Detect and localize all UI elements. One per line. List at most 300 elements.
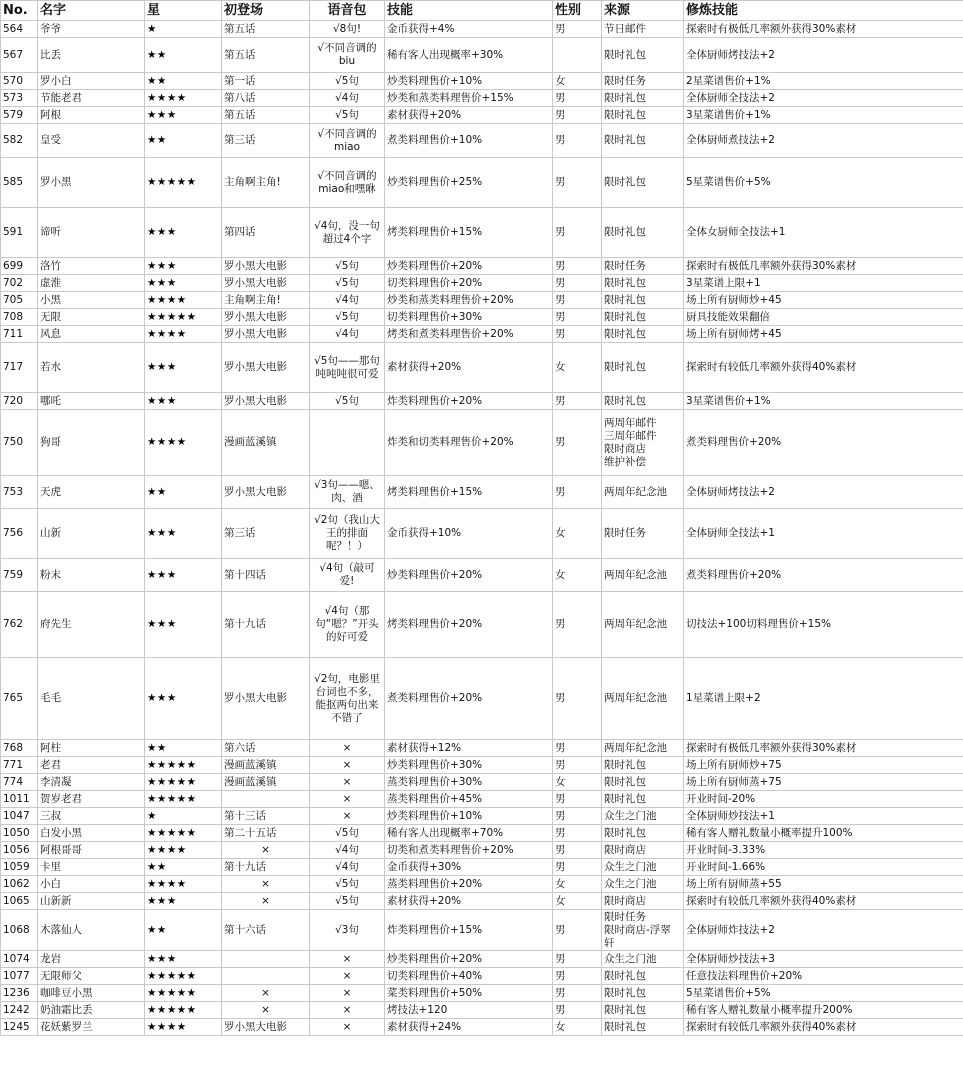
cell-skill: 切类料理售价+30% <box>385 309 553 326</box>
cell-debut: 漫画蓝溪镇 <box>222 774 310 791</box>
cell-train: 场上所有厨师烤+45 <box>684 326 963 343</box>
cell-gender: 男 <box>553 791 602 808</box>
cell-no: 774 <box>1 774 38 791</box>
cell-voice: √5句——那句吨吨吨很可爱 <box>310 343 385 393</box>
cell-name: 三叔 <box>38 808 145 825</box>
cell-source: 限时礼包 <box>602 343 684 393</box>
cell-stars: ★ <box>145 808 222 825</box>
cell-name: 谛听 <box>38 208 145 258</box>
table-row <box>1 73 963 90</box>
cell-debut: 第十九话 <box>222 859 310 876</box>
cell-name: 贺岁老君 <box>38 791 145 808</box>
cell-no: 1065 <box>1 893 38 910</box>
cell-source: 限时任务 <box>602 73 684 90</box>
cell-voice: √5句 <box>310 876 385 893</box>
cell-train: 场上所有厨师炒+75 <box>684 757 963 774</box>
cell-source: 限时礼包 <box>602 968 684 985</box>
cell-train: 全体厨师全技法+1 <box>684 509 963 559</box>
cell-no: 750 <box>1 410 38 476</box>
cell-name: 阿根哥哥 <box>38 842 145 859</box>
cell-voice: √4句 <box>310 842 385 859</box>
cell-name: 若水 <box>38 343 145 393</box>
cell-skill: 素材获得+20% <box>385 893 553 910</box>
cell-gender: 女 <box>553 1019 602 1036</box>
cell-voice: √3句——嗯、肉、酒 <box>310 476 385 509</box>
cell-gender: 男 <box>553 275 602 292</box>
cell-gender: 男 <box>553 910 602 951</box>
table-row <box>1 842 963 859</box>
cell-voice: × <box>310 774 385 791</box>
cell-debut: 漫画蓝溪镇 <box>222 410 310 476</box>
table-row <box>1 393 963 410</box>
cell-gender: 男 <box>553 825 602 842</box>
cell-no: 1236 <box>1 985 38 1002</box>
cell-skill: 炒类和蒸类料理售价+20% <box>385 292 553 309</box>
cell-voice: × <box>310 985 385 1002</box>
cell-gender: 男 <box>553 326 602 343</box>
cell-train: 5星菜谱售价+5% <box>684 985 963 1002</box>
cell-source: 限时礼包 <box>602 985 684 1002</box>
cell-source: 限时礼包 <box>602 393 684 410</box>
cell-source: 限时礼包 <box>602 38 684 73</box>
cell-source: 限时礼包 <box>602 757 684 774</box>
cell-source: 限时礼包 <box>602 825 684 842</box>
header-source: 来源 <box>602 1 684 21</box>
cell-name: 天虎 <box>38 476 145 509</box>
cell-stars: ★★★★★ <box>145 968 222 985</box>
cell-train: 全体厨师全技法+2 <box>684 90 963 107</box>
table-row <box>1 791 963 808</box>
table-row <box>1 476 963 509</box>
cell-skill: 切类料理售价+20% <box>385 275 553 292</box>
cell-voice: √5句 <box>310 825 385 842</box>
cell-name: 粉末 <box>38 559 145 592</box>
cell-stars: ★★★★★ <box>145 985 222 1002</box>
cell-name: 白发小黑 <box>38 825 145 842</box>
cell-name: 比丢 <box>38 38 145 73</box>
cell-debut: 第五话 <box>222 38 310 73</box>
cell-gender: 男 <box>553 985 602 1002</box>
cell-voice: × <box>310 1019 385 1036</box>
cell-train: 稀有客人赠礼数量小概率提升200% <box>684 1002 963 1019</box>
cell-skill: 炸类和切类料理售价+20% <box>385 410 553 476</box>
cell-skill: 炒类料理售价+25% <box>385 158 553 208</box>
cell-debut: × <box>222 893 310 910</box>
cell-skill: 稀有客人出现概率+30% <box>385 38 553 73</box>
cell-gender: 男 <box>553 476 602 509</box>
cell-skill: 煮类料理售价+20% <box>385 658 553 740</box>
cell-debut: 主角啊主角! <box>222 292 310 309</box>
cell-stars: ★★★ <box>145 893 222 910</box>
cell-stars: ★★ <box>145 38 222 73</box>
table-row <box>1 859 963 876</box>
cell-no: 768 <box>1 740 38 757</box>
cell-debut: 第八话 <box>222 90 310 107</box>
cell-debut: 第三话 <box>222 124 310 158</box>
table-row <box>1 876 963 893</box>
cell-train: 探索时有极低几率额外获得30%素材 <box>684 740 963 757</box>
cell-skill: 烤技法+120 <box>385 1002 553 1019</box>
cell-skill: 炒类料理售价+10% <box>385 73 553 90</box>
cell-gender: 女 <box>553 774 602 791</box>
cell-debut: 罗小黑大电影 <box>222 393 310 410</box>
cell-name: 小黑 <box>38 292 145 309</box>
cell-no: 1068 <box>1 910 38 951</box>
cell-name: 咖啡豆小黑 <box>38 985 145 1002</box>
cell-voice: √5句 <box>310 893 385 910</box>
cell-gender: 男 <box>553 658 602 740</box>
cell-name: 山新 <box>38 509 145 559</box>
cell-stars: ★★ <box>145 476 222 509</box>
cell-train: 5星菜谱售价+5% <box>684 158 963 208</box>
cell-gender: 男 <box>553 951 602 968</box>
cell-train: 煮类料理售价+20% <box>684 559 963 592</box>
cell-name: 罗小黑 <box>38 158 145 208</box>
cell-debut: 罗小黑大电影 <box>222 476 310 509</box>
cell-skill: 煮类料理售价+10% <box>385 124 553 158</box>
cell-no: 591 <box>1 208 38 258</box>
cell-name: 老君 <box>38 757 145 774</box>
table-row <box>1 951 963 968</box>
cell-skill: 炒类料理售价+20% <box>385 559 553 592</box>
cell-stars: ★★ <box>145 740 222 757</box>
cell-gender: 男 <box>553 968 602 985</box>
cell-voice: √2句（我山大王的排面呢？！） <box>310 509 385 559</box>
table-row <box>1 592 963 658</box>
cell-no: 756 <box>1 509 38 559</box>
cell-name: 毛毛 <box>38 658 145 740</box>
cell-source: 两周年纪念池 <box>602 559 684 592</box>
cell-train: 切技法+100切料理售价+15% <box>684 592 963 658</box>
cell-stars: ★★★ <box>145 258 222 275</box>
cell-gender: 男 <box>553 292 602 309</box>
cell-stars: ★★★ <box>145 951 222 968</box>
cell-stars: ★★★ <box>145 393 222 410</box>
cell-skill: 金币获得+30% <box>385 859 553 876</box>
cell-voice: √5句 <box>310 309 385 326</box>
cell-name: 节能老君 <box>38 90 145 107</box>
cell-voice: × <box>310 951 385 968</box>
cell-source: 众生之门池 <box>602 951 684 968</box>
cell-train: 全体厨师烤技法+2 <box>684 38 963 73</box>
cell-train: 开业时间-3.33% <box>684 842 963 859</box>
cell-skill: 切类和煮类料理售价+20% <box>385 842 553 859</box>
table-row <box>1 21 963 38</box>
cell-source: 限时礼包 <box>602 1002 684 1019</box>
cell-source: 限时礼包 <box>602 326 684 343</box>
cell-no: 711 <box>1 326 38 343</box>
cell-skill: 金币获得+4% <box>385 21 553 38</box>
cell-gender: 男 <box>553 410 602 476</box>
cell-debut: 罗小黑大电影 <box>222 326 310 343</box>
cell-stars: ★★★ <box>145 592 222 658</box>
cell-voice <box>310 410 385 476</box>
cell-source: 众生之门池 <box>602 876 684 893</box>
table-row <box>1 910 963 951</box>
cell-skill: 烤类料理售价+15% <box>385 208 553 258</box>
cell-voice: √不同音调的miao <box>310 124 385 158</box>
table-row <box>1 968 963 985</box>
cell-no: 1074 <box>1 951 38 968</box>
cell-gender: 男 <box>553 90 602 107</box>
cell-stars: ★★★★ <box>145 1019 222 1036</box>
cell-stars: ★★★ <box>145 107 222 124</box>
cell-no: 1050 <box>1 825 38 842</box>
table-row <box>1 774 963 791</box>
table-row <box>1 275 963 292</box>
header-skill: 技能 <box>385 1 553 21</box>
cell-skill: 炒类料理售价+30% <box>385 757 553 774</box>
table-row <box>1 740 963 757</box>
cell-name: 山新新 <box>38 893 145 910</box>
header-name: 名字 <box>38 1 145 21</box>
cell-name: 风息 <box>38 326 145 343</box>
cell-gender: 女 <box>553 876 602 893</box>
cell-train: 探索时有较低几率额外获得40%素材 <box>684 893 963 910</box>
cell-name: 李清凝 <box>38 774 145 791</box>
cell-stars: ★★★★★ <box>145 757 222 774</box>
cell-debut <box>222 951 310 968</box>
cell-stars: ★★ <box>145 73 222 90</box>
cell-source: 限时礼包 <box>602 90 684 107</box>
cell-no: 1245 <box>1 1019 38 1036</box>
cell-debut: 第二十五话 <box>222 825 310 842</box>
cell-skill: 稀有客人出现概率+70% <box>385 825 553 842</box>
cell-skill: 炒类料理售价+10% <box>385 808 553 825</box>
cell-no: 765 <box>1 658 38 740</box>
cell-gender: 女 <box>553 343 602 393</box>
table-row <box>1 509 963 559</box>
cell-voice: √4句 <box>310 292 385 309</box>
cell-name: 狗哥 <box>38 410 145 476</box>
cell-stars: ★★★ <box>145 208 222 258</box>
cell-voice: √不同音调的biu <box>310 38 385 73</box>
cell-gender: 男 <box>553 808 602 825</box>
cell-source: 限时礼包 <box>602 275 684 292</box>
cell-no: 1047 <box>1 808 38 825</box>
cell-stars: ★★★★ <box>145 292 222 309</box>
cell-train: 2星菜谱售价+1% <box>684 73 963 90</box>
cell-train: 开业时间-20% <box>684 791 963 808</box>
cell-debut: × <box>222 842 310 859</box>
table-row <box>1 326 963 343</box>
cell-debut: 第十三话 <box>222 808 310 825</box>
cell-stars: ★★★★★ <box>145 1002 222 1019</box>
cell-skill: 炒类料理售价+20% <box>385 258 553 275</box>
cell-skill: 烤类料理售价+20% <box>385 592 553 658</box>
cell-train: 3星菜谱售价+1% <box>684 107 963 124</box>
cell-skill: 切类料理售价+40% <box>385 968 553 985</box>
cell-name: 阿根 <box>38 107 145 124</box>
cell-skill: 素材获得+24% <box>385 1019 553 1036</box>
cell-source: 两周年纪念池 <box>602 592 684 658</box>
cell-train: 稀有客人赠礼数量小概率提升100% <box>684 825 963 842</box>
cell-voice: √8句! <box>310 21 385 38</box>
table-row <box>1 658 963 740</box>
cell-train: 全体厨师炒技法+1 <box>684 808 963 825</box>
cell-no: 702 <box>1 275 38 292</box>
cell-source: 限时礼包 <box>602 107 684 124</box>
cell-train: 厨具技能效果翻倍 <box>684 309 963 326</box>
cell-source: 两周年纪念池 <box>602 740 684 757</box>
cell-voice: √5句 <box>310 258 385 275</box>
cell-voice: √4句（敲可爱! <box>310 559 385 592</box>
cell-debut: 第四话 <box>222 208 310 258</box>
cell-source: 限时礼包 <box>602 158 684 208</box>
cell-gender: 男 <box>553 842 602 859</box>
header-gender: 性别 <box>553 1 602 21</box>
cell-train: 全体厨师烤技法+2 <box>684 476 963 509</box>
cell-source: 限时任务 <box>602 509 684 559</box>
header-voice: 语音包 <box>310 1 385 21</box>
cell-no: 705 <box>1 292 38 309</box>
cell-stars: ★★★★★ <box>145 825 222 842</box>
cell-no: 759 <box>1 559 38 592</box>
cell-skill: 素材获得+20% <box>385 343 553 393</box>
table-row <box>1 309 963 326</box>
cell-gender: 男 <box>553 124 602 158</box>
cell-stars: ★★★ <box>145 658 222 740</box>
cell-stars: ★★★★ <box>145 842 222 859</box>
cell-debut: 罗小黑大电影 <box>222 309 310 326</box>
cell-stars: ★★★ <box>145 509 222 559</box>
cell-train: 场上所有厨师炒+45 <box>684 292 963 309</box>
cell-debut <box>222 791 310 808</box>
cell-no: 762 <box>1 592 38 658</box>
cell-train: 探索时有较低几率额外获得40%素材 <box>684 343 963 393</box>
cell-train: 全体厨师炒技法+3 <box>684 951 963 968</box>
cell-gender: 女 <box>553 73 602 90</box>
table-row <box>1 757 963 774</box>
cell-no: 570 <box>1 73 38 90</box>
cell-no: 1077 <box>1 968 38 985</box>
cell-skill: 烤类料理售价+15% <box>385 476 553 509</box>
cell-name: 小白 <box>38 876 145 893</box>
table-row <box>1 90 963 107</box>
cell-voice: √4句 <box>310 859 385 876</box>
cell-stars: ★★★★★ <box>145 791 222 808</box>
cell-voice: √不同音调的miao和嘿咻 <box>310 158 385 208</box>
cell-gender <box>553 38 602 73</box>
cell-no: 567 <box>1 38 38 73</box>
cell-no: 573 <box>1 90 38 107</box>
cell-voice: √4句 <box>310 90 385 107</box>
cell-skill: 金币获得+10% <box>385 509 553 559</box>
cell-source: 两周年纪念池 <box>602 658 684 740</box>
cell-name: 奶油霜比丢 <box>38 1002 145 1019</box>
cell-debut: 第六话 <box>222 740 310 757</box>
header-stars: 星 <box>145 1 222 21</box>
cell-train: 场上所有厨师蒸+55 <box>684 876 963 893</box>
cell-name: 卡里 <box>38 859 145 876</box>
cell-stars: ★ <box>145 21 222 38</box>
cell-stars: ★★★★ <box>145 90 222 107</box>
cell-train: 开业时间-1.66% <box>684 859 963 876</box>
cell-train: 探索时有极低几率额外获得30%素材 <box>684 258 963 275</box>
cell-stars: ★★★★★ <box>145 158 222 208</box>
cell-source: 限时礼包 <box>602 1019 684 1036</box>
table-row <box>1 343 963 393</box>
cell-voice: √5句 <box>310 107 385 124</box>
cell-voice: √3句 <box>310 910 385 951</box>
cell-debut: 第三话 <box>222 509 310 559</box>
cell-debut: 第十四话 <box>222 559 310 592</box>
cell-source: 限时任务 <box>602 258 684 275</box>
cell-skill: 炸类料理售价+15% <box>385 910 553 951</box>
cell-gender: 女 <box>553 559 602 592</box>
cell-train: 1星菜谱上限+2 <box>684 658 963 740</box>
cell-name: 爷爷 <box>38 21 145 38</box>
cell-train: 3星菜谱售价+1% <box>684 393 963 410</box>
cell-debut: 第一话 <box>222 73 310 90</box>
cell-gender: 男 <box>553 592 602 658</box>
cell-train: 探索时有极低几率额外获得30%素材 <box>684 21 963 38</box>
cell-name: 无限 <box>38 309 145 326</box>
table-row <box>1 107 963 124</box>
cell-stars: ★★ <box>145 910 222 951</box>
cell-source: 限时礼包 <box>602 791 684 808</box>
cell-source: 节日邮件 <box>602 21 684 38</box>
header-debut: 初登场 <box>222 1 310 21</box>
table-row <box>1 559 963 592</box>
cell-train: 探索时有较低几率额外获得40%素材 <box>684 1019 963 1036</box>
table-row <box>1 825 963 842</box>
cell-skill: 蒸类料理售价+30% <box>385 774 553 791</box>
table-row <box>1 258 963 275</box>
cell-gender: 女 <box>553 893 602 910</box>
cell-name: 皇受 <box>38 124 145 158</box>
table-row <box>1 208 963 258</box>
cell-debut: 罗小黑大电影 <box>222 1019 310 1036</box>
table-row <box>1 1019 963 1036</box>
cell-no: 1056 <box>1 842 38 859</box>
table-row <box>1 1002 963 1019</box>
cell-no: 708 <box>1 309 38 326</box>
cell-skill: 炒类料理售价+20% <box>385 951 553 968</box>
cell-no: 717 <box>1 343 38 393</box>
cell-train: 全体厨师煮技法+2 <box>684 124 963 158</box>
cell-stars: ★★★★ <box>145 876 222 893</box>
cell-skill: 烤类和煮类料理售价+20% <box>385 326 553 343</box>
cell-gender: 女 <box>553 509 602 559</box>
cell-name: 哪吒 <box>38 393 145 410</box>
table-row <box>1 292 963 309</box>
cell-stars: ★★ <box>145 124 222 158</box>
cell-source: 限时商店 <box>602 842 684 859</box>
cell-skill: 蒸类料理售价+20% <box>385 876 553 893</box>
cell-stars: ★★★★ <box>145 410 222 476</box>
cell-voice: √4句，没一句超过4个字 <box>310 208 385 258</box>
cell-gender: 男 <box>553 740 602 757</box>
cell-voice: × <box>310 757 385 774</box>
cell-source: 限时礼包 <box>602 292 684 309</box>
cell-debut: 主角啊主角! <box>222 158 310 208</box>
cell-gender: 男 <box>553 393 602 410</box>
cell-voice: √5句 <box>310 393 385 410</box>
cell-source: 限时礼包 <box>602 774 684 791</box>
cell-stars: ★★★ <box>145 559 222 592</box>
table-row <box>1 124 963 158</box>
cell-gender: 男 <box>553 208 602 258</box>
cell-name: 木落仙人 <box>38 910 145 951</box>
cell-stars: ★★★★★ <box>145 309 222 326</box>
cell-no: 1011 <box>1 791 38 808</box>
cell-debut <box>222 968 310 985</box>
cell-no: 1062 <box>1 876 38 893</box>
header-train: 修炼技能 <box>684 1 963 21</box>
cell-voice: × <box>310 808 385 825</box>
cell-train: 全体女厨师全技法+1 <box>684 208 963 258</box>
